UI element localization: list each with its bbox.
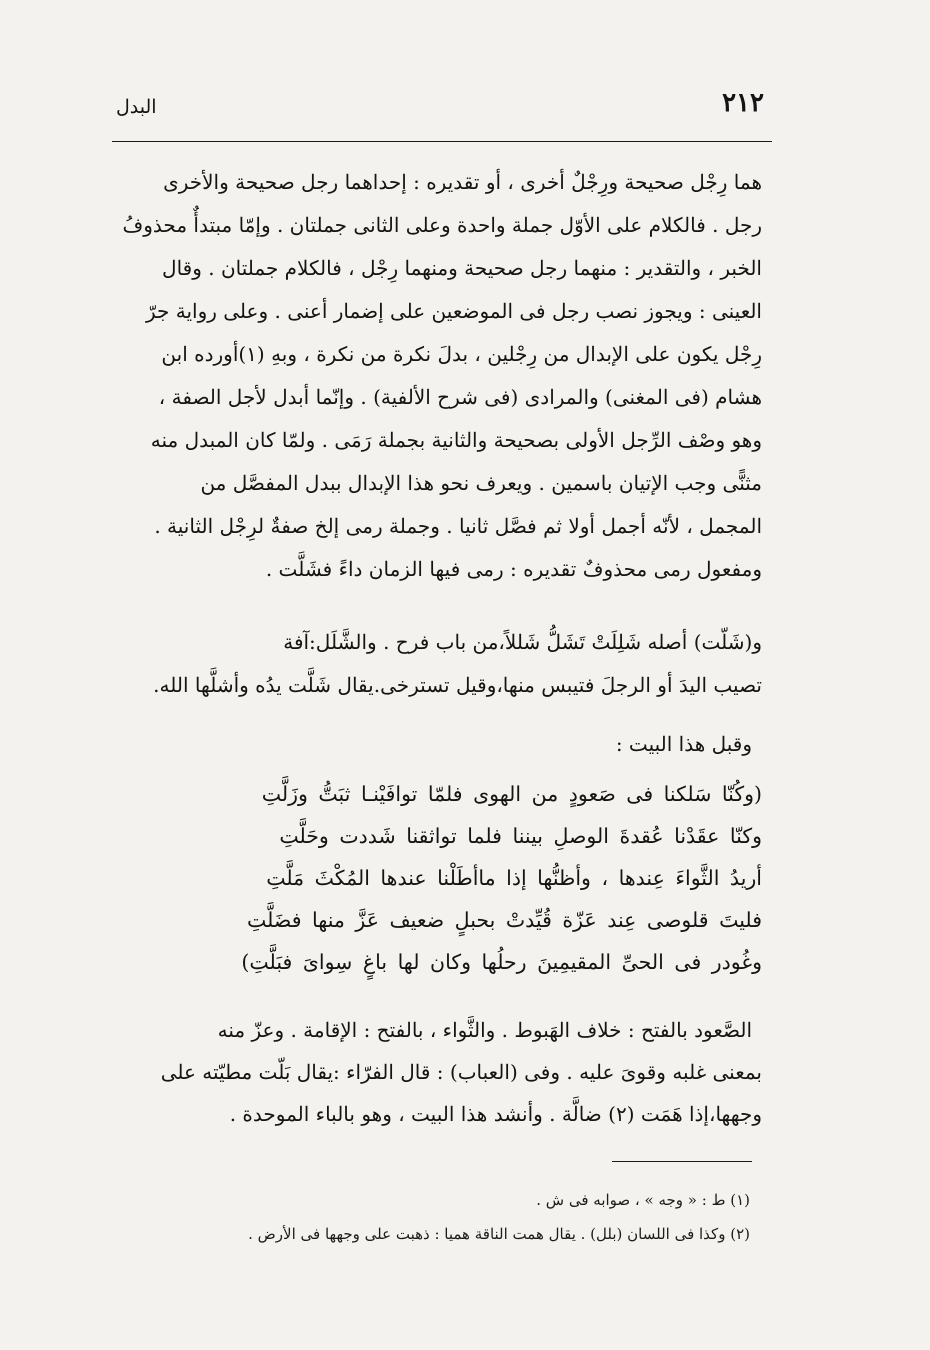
paragraph-2 [112, 622, 762, 712]
verse-line: فليتَ قلوصى عِند عَزّة قُيِّدتْ بحبلٍ ضعيف عَزَّ منها فضَلَّتِ [247, 908, 762, 932]
footnote-rule [612, 1161, 752, 1162]
footnote-1: (١) ط : « وجه » ، صوابه فى ش . [536, 1191, 750, 1209]
text-line: العينى : ويجوز نصب رجل فى الموضعين على إضمار أعنى . وعلى رواية جرّ [145, 299, 762, 323]
text-line: و(شَلّت) أصله شَلِلَتْ تَشَلُّ شَللاً،من باب فرح . والشَّلَل:آفة [283, 630, 762, 654]
running-title: البدل [116, 96, 157, 118]
page-header [112, 88, 772, 128]
text-line: بمعنى غلبه وقوىَ عليه . وفى (العباب) : قال الفرّاء :يقال بَلّت مطيّته على [160, 1060, 762, 1084]
text-line: هما رِجْل صحيحة ورِجْلٌ أخرى ، أو تقديره : إحداهما رجل صحيحة والأخرى [163, 170, 762, 194]
verse-line: وغُودر فى الحىِّ المقيمِينَ رحلُها وكان لها باغٍ سِوایَ فبَلَّتِ) [241, 950, 762, 974]
verse-line: وكنّا عقَدْنا عُقدةَ الوصلِ بيننا فلما تواثقنا شَددت وحَلَّتِ [279, 824, 762, 848]
poem-verses [112, 774, 762, 994]
text-line: رجل . فالكلام على الأوّل جملة واحدة وعلى الثانى جملتان . وإمّا مبتدأٌ محذوفُ [122, 213, 762, 237]
text-line: تصيب اليدَ أو الرجلَ فتيبس منها،وقيل تسترخى.يقال شَلَّت يدُه وأشلَّها الله. [153, 673, 762, 697]
text-line: وجهها،إذا هَمَت (٢) ضالَّة . وأنشد هذا البيت ، وهو بالباء الموحدة . [229, 1102, 762, 1126]
text-line: ومفعول رمى محذوفٌ تقديره : رمى فيها الزمان داءً فشَلَّت . [265, 557, 762, 581]
header-rule [112, 141, 772, 142]
page-number: ٢١٢ [722, 88, 764, 118]
text-line: رِجْل يكون على الإبدال من رِجْلين ، بدلَ نكرة من نكرة ، وبهِ (١)أورده ابن [161, 342, 762, 366]
text-line: وقبل هذا البيت : [615, 732, 752, 756]
text-line: وهو وصْف الرِّجل الأولى بصحيحة والثانية بجملة رَمَى . ولمّا كان المبدل منه [150, 428, 762, 452]
paragraph-3 [112, 1010, 762, 1140]
text-line: مثنًّى وجب الإتيان باسمين . ويعرف نحو هذا الإبدال ببدل المفصَّل من [200, 471, 762, 495]
verse-line: أريدُ الثَّواءَ عِندها ، وأظنُّها إذا ماأطَلْنا عندها المُكْثَ مَلَّتِ [266, 866, 762, 890]
text-line: الخبر ، والتقدير : منهما رجل صحيحة ومنهما رِجْل ، فالكلام جملتان . وقال [162, 256, 762, 280]
footnote-2: (٢) وكذا فى اللسان (بلل) . يقال همت الناقة هميا : ذهبت على وجهها فى الأرض . [248, 1225, 750, 1243]
paragraph-1 [112, 162, 762, 602]
text-line: الصَّعود بالفتح : خلاف الهَبوط . والثَّواء ، بالفتح : الإقامة . وعزّ منه [217, 1018, 752, 1042]
verse-line: (وكُنّا سَلكنا فى صَعودٍ من الهوى فلمّا توافَيْنـا ثبَتُّ وزَلَّتِ [261, 782, 762, 806]
text-line: المجمل ، لأنّه أجمل أولا ثم فصَّل ثانيا . وجملة رمى إلخ صفةٌ لرِجْل الثانية . [154, 514, 762, 538]
verse-intro [112, 724, 762, 764]
text-line: هشام (فى المغنى) والمرادى (فى شرح الألفية) . وإنّما أبدل لأجل الصفة ، [158, 385, 762, 409]
